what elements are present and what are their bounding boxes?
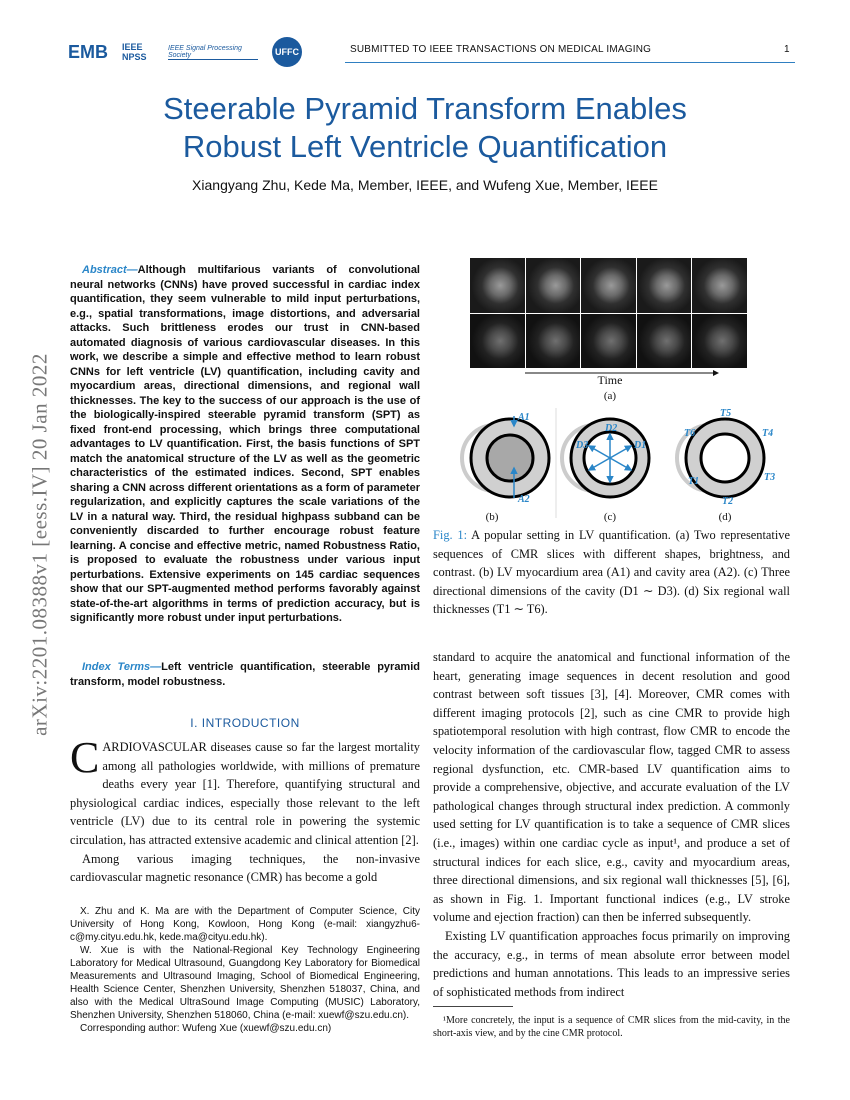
footnote: ¹More concretely, the input is a sequence of CMR slices from the mid-cavity, in the short-axis view, and by the cine CMR protocol.: [433, 1015, 790, 1039]
paragraph: ARDIOVASCULAR diseases cause so far the largest mortality among all pathologies worldwide, with millions of premature deaths every year [1]. Therefore, quantifying structural and physiological cardiac indices, especially those relevant to the left ventricle (LV) due to its central role in powering the systemic circulation, has attracted extensive academic and clinical attention [2].: [70, 740, 420, 847]
section-heading: I. INTRODUCTION: [190, 716, 300, 730]
label-c: (c): [603, 511, 617, 523]
header-rule: [345, 62, 795, 63]
label-t3: T3: [764, 472, 776, 483]
authors: Xiangyang Zhu, Kede Ma, Member, IEEE, and Wufeng Xue, Member, IEEE: [192, 177, 658, 193]
label-a2: A2: [518, 494, 530, 505]
abstract-text: Although multifarious variants of convolutional neural networks (CNNs) have proved successful in cardiac index quantification, they seem vulnerable to mild input perturbations, e.g., spatial transformations, image distortions, and adversarial attacks. Such brittleness erodes our trust in CNN-based automated diagnosis of various cardiovascular diseases. In this work, we describe a simple and effective method to learn robust CNNs for left ventricle (LV) quantification, including cavity and myocardium areas, directional dimensions, and regional wall thicknesses. The key to the success of our approach is the use of the biologically-inspired steerable pyramid transform (SPT) as fixed front-end processing, which brings three computational advantages to LV quantification. First, the basis functions of SPT match the anatomical structure of the LV as well as the geometric characteristics of the estimated indices. Second, SPT enables sharing a CNN across different orientations as a form of parameter regularization, and explicitly captures the scale variations of the LV in a natural way. Third, the residual highpass subband can be conveniently discarded to further encourage robust feature learning. A concise and effective metric, named Robustness Ratio, is proposed to evaluate the robustness under various input perturbations. Extensive experiments on 145 cardiac sequences show that our SPT-augmented method performs favorably against state-of-the-art algorithms in terms of prediction accuracy, but is significantly more robust under input perturbations.: [70, 264, 420, 624]
label-d2: D2: [605, 423, 618, 434]
label-t2: T2: [722, 496, 734, 507]
label-b: (b): [485, 511, 499, 523]
footnote: Corresponding author: Wufeng Xue (xuewf@szu.edu.cn): [80, 1023, 332, 1034]
index-label: Index Terms—: [82, 661, 162, 673]
cmr-slice: [692, 258, 747, 313]
cmr-slice: [470, 258, 525, 313]
title-line: Steerable Pyramid Transform Enables: [163, 91, 687, 126]
cmr-slice: [581, 258, 636, 313]
drop-cap: C: [70, 733, 100, 782]
introduction: [70, 733, 420, 887]
sps-logo: IEEE Signal Processing Society: [168, 45, 258, 60]
label-t6: T6: [684, 428, 696, 439]
caption-text: A popular setting in LV quantification. (a) Two representative sequences of CMR slices with different shapes, brightness, and contrast. (b) LV myocardium area (A1) and cavity area (A2). (c) Three directional dimensions of the cavity (D1 ∼ D3). (d) Six regional wall thicknesses (T1 ∼ T6).: [433, 528, 791, 617]
paragraph: Among various imaging techniques, the non-invasive cardiovascular magnetic resonance (CMR) has become a gold: [70, 851, 420, 885]
cmr-slice: [637, 258, 692, 313]
index-text: Left ventricle quantification, steerable pyramid transform, model robustness.: [70, 661, 420, 688]
cmr-image-grid: [470, 258, 747, 368]
cmr-slice: [526, 314, 581, 369]
cmr-slice: [526, 258, 581, 313]
footnote-rule: [433, 1006, 513, 1007]
title-line: Robust Left Ventricle Quantification: [182, 129, 668, 164]
cmr-slice: [581, 314, 636, 369]
abstract-label: Abstract—: [82, 264, 138, 276]
label-d1: D1: [634, 440, 647, 451]
emb-logo: EMB: [68, 41, 108, 62]
label-d: (d): [718, 511, 732, 523]
logos: [68, 36, 338, 68]
paper-title: [60, 90, 790, 166]
label-a: (a): [603, 390, 617, 402]
cmr-slice: [637, 314, 692, 369]
diagram-b: [462, 416, 549, 498]
label-t1: T1: [688, 476, 700, 487]
label-a1: A1: [518, 412, 530, 423]
figure-caption: [433, 526, 790, 619]
footnote: W. Xue is with the National-Regional Key Technology Engineering Laboratory for Medical Ultrasound, Guangdong Key Laboratory for Biomedical Measurements and Ultrasound Imaging, School of Biomedical Engineering, Health Science Center, Shenzhen University, Shenzhen 518037, China, and also with the Medical UltraSound Image Computing (MUSIC) Laboratory, Shenzhen University, Shenzhen 518060, China (e-mail: xuewf@szu.edu.cn).: [70, 945, 420, 1021]
label-t5: T5: [720, 408, 732, 419]
cmr-slice: [692, 314, 747, 369]
paragraph: standard to acquire the anatomical and functional information of the heart, generating image sequences in decent resolution and good contrast between soft tissues [3], [4]. Moreover, CMR comes with different imaging protocols [2], such as cine CMR to provide high spatiotemporal resolution with high contrast, flow CMR to encode the velocity information of the cardiovascular flow, tagged CMR to assess regional dysfunction, etc. CMR-based LV quantification aims to provide a comprehensive, objective, and accurate evaluation of the LV pathological changes through structural index prediction. A commonly used setting for LV quantification is to take a sequence of CMR slices (i.e., images) within one cardiac cycle as input¹, and produce a set of structural indices for each slice, e.g., cavity and myocardium areas, three directional dimensions, and six regional wall thicknesses [5], [6], as shown in Fig. 1. Important functional indices (e.g., LV stroke volume and ejection fraction) can then be inferred subsequently.: [433, 650, 790, 925]
time-label: Time: [597, 373, 623, 387]
footnote: X. Zhu and K. Ma are with the Department of Computer Science, City University of Hong Kong, Kowloon, Hong Kong (e-mail: xiangyzhu6-c@my.cityu.edu.hk, kede.ma@cityu.edu.hk).: [70, 906, 420, 943]
uffc-logo: UFFC: [272, 37, 302, 67]
page-number: 1: [784, 44, 790, 55]
right-column-text: [433, 648, 790, 1001]
npss-logo: IEEE NPSS: [122, 42, 147, 62]
paragraph: Existing LV quantification approaches focus primarily on improving the accuracy, e.g., in terms of mean absolute error between model predictions and human annotations. This leads to an impressive series of sophisticated methods from indirect: [433, 928, 790, 999]
caption-label: Fig. 1:: [433, 528, 468, 542]
figure-diagrams: [430, 368, 790, 528]
cmr-slice: [470, 314, 525, 369]
author-footnotes: [70, 905, 420, 1035]
label-d3: D3: [576, 440, 589, 451]
abstract: [70, 263, 420, 626]
arxiv-id: arXiv:2201.08388v1 [eess.IV] 20 Jan 2022: [27, 353, 52, 736]
journal-header: SUBMITTED TO IEEE TRANSACTIONS ON MEDICAL IMAGING: [350, 44, 652, 55]
index-terms: [70, 660, 420, 689]
label-t4: T4: [762, 428, 774, 439]
